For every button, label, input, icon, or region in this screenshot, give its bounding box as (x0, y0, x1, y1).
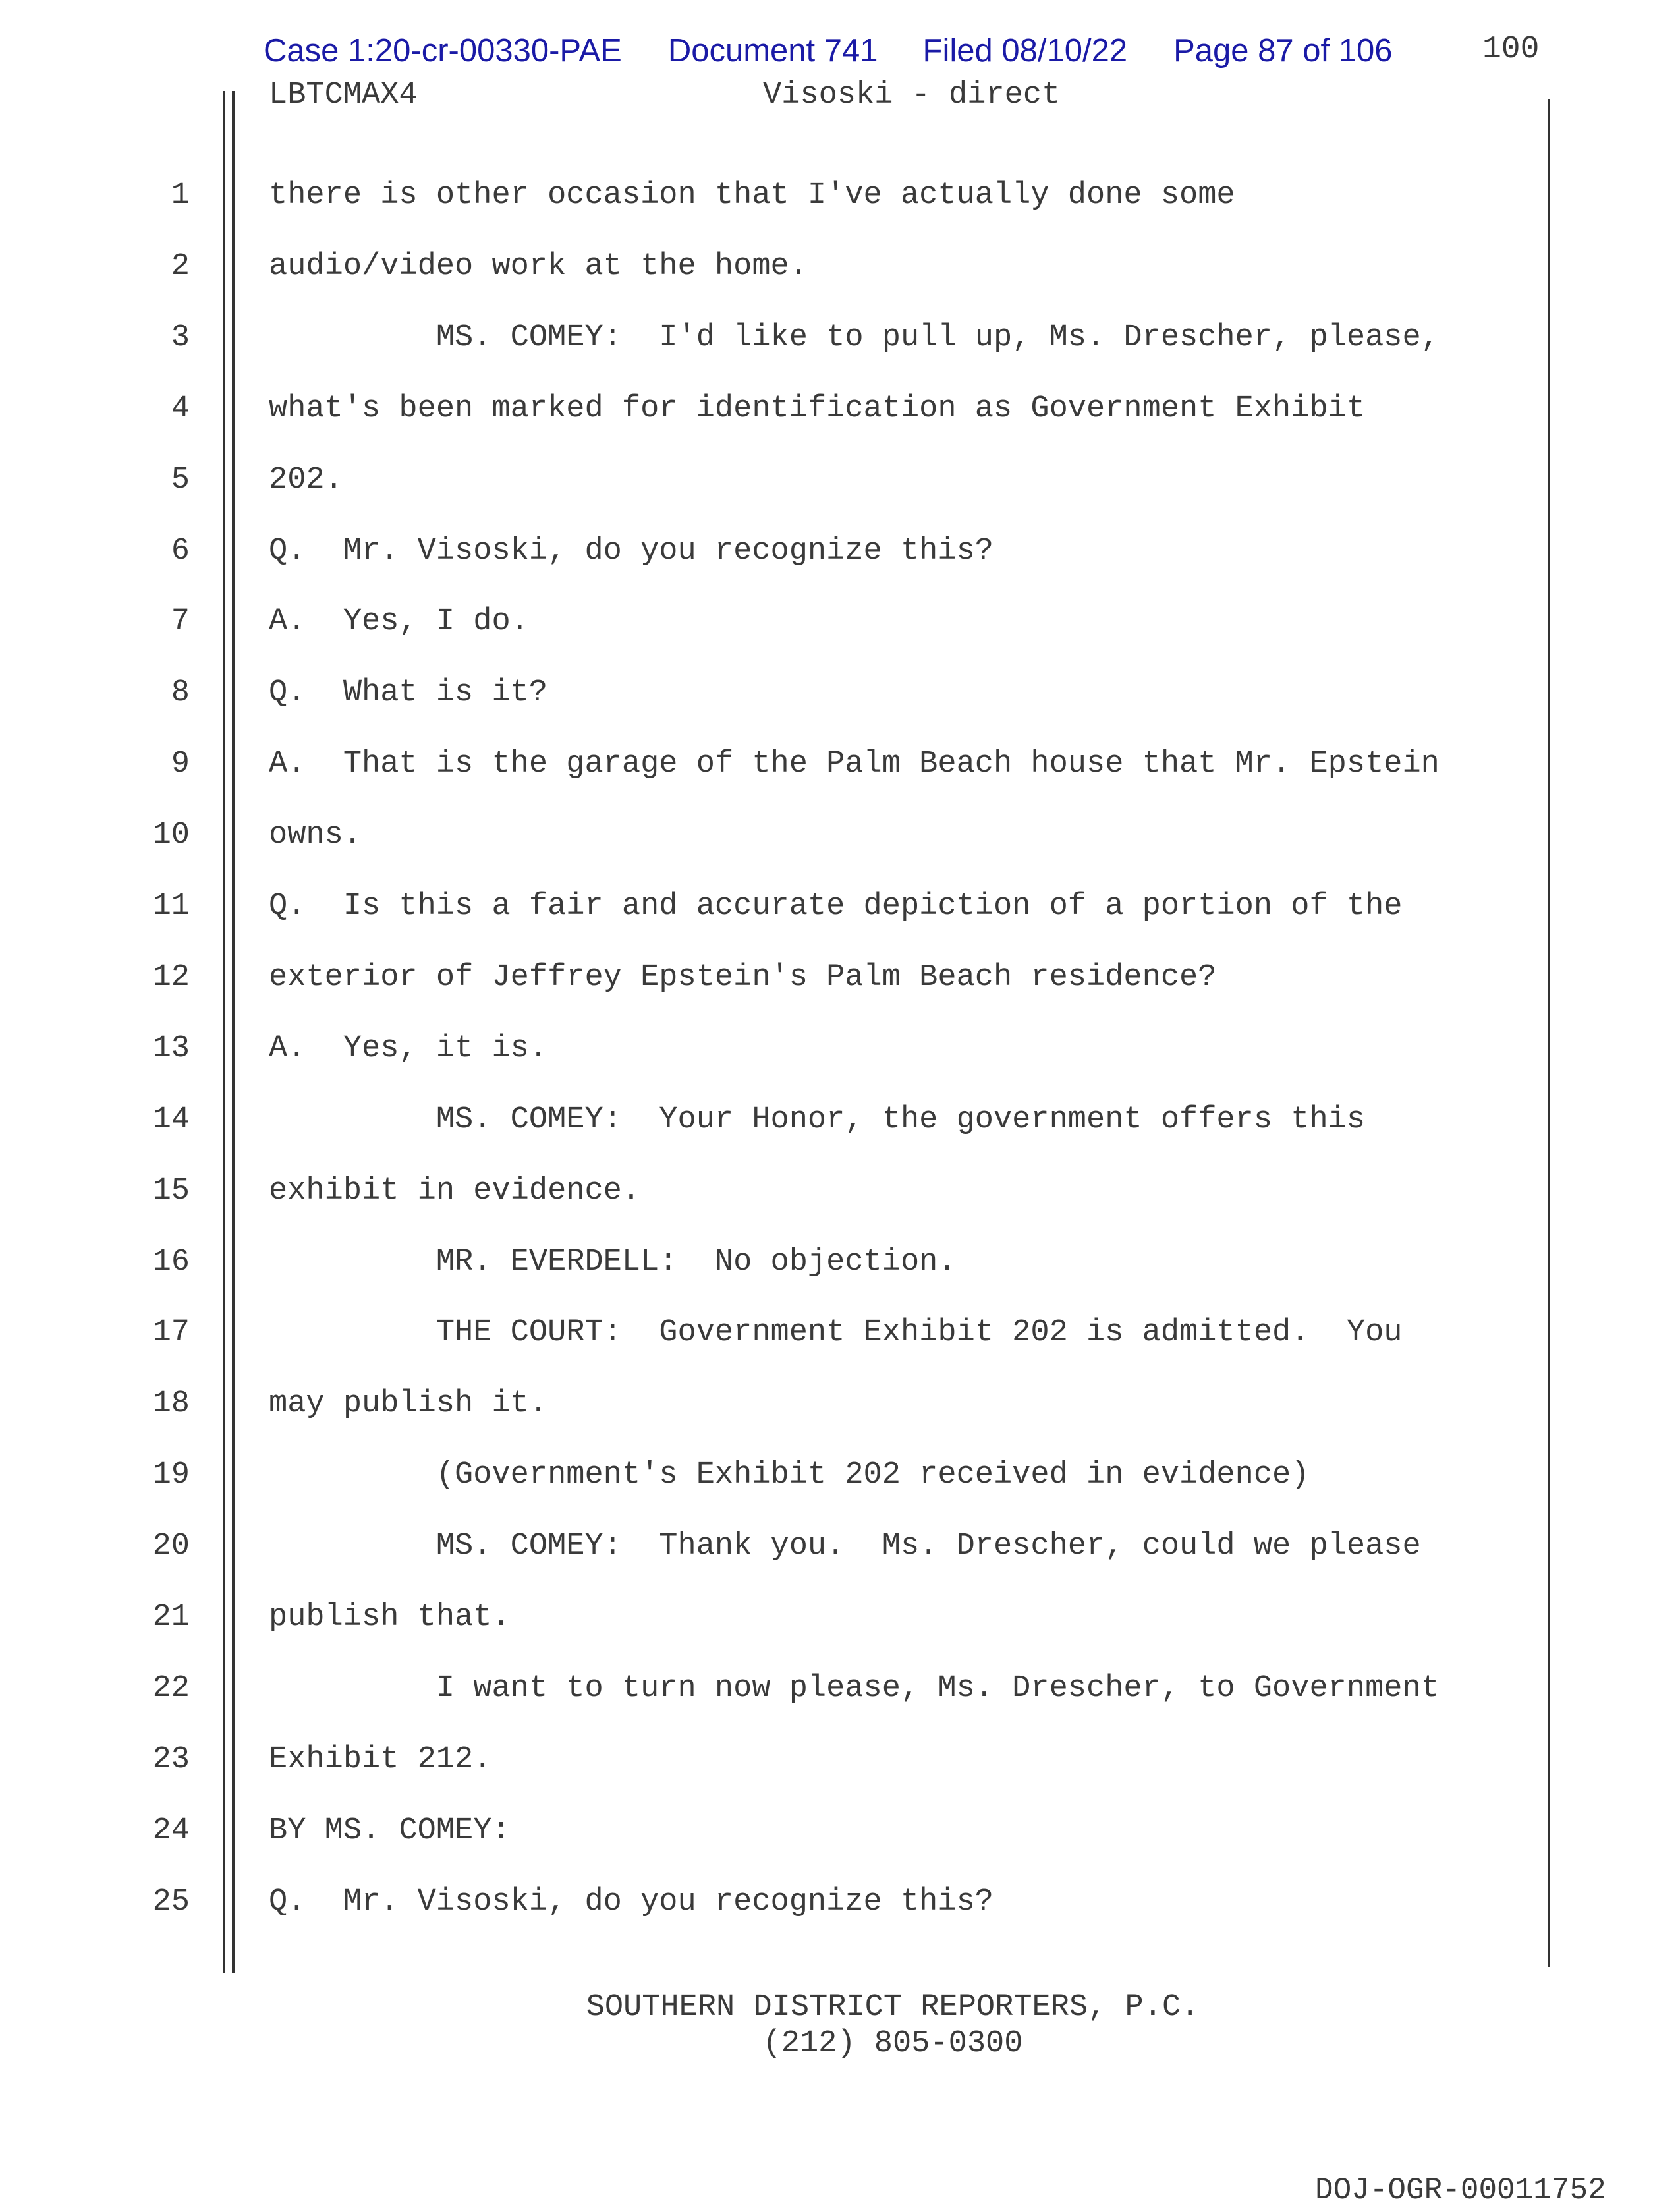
transcript-line (0, 1026, 1680, 1072)
line-number: 8 (171, 675, 190, 711)
line-number: 19 (152, 1458, 190, 1493)
line-number: 17 (152, 1315, 190, 1351)
bates-number: DOJ-OGR-00011752 (1315, 2173, 1606, 2207)
line-text: owns. (269, 818, 362, 853)
line-number: 11 (152, 889, 190, 924)
line-text: Q. What is it? (269, 675, 548, 711)
transcript-line (0, 315, 1680, 361)
reporter-name: SOUTHERN DISTRICT REPORTERS, P.C. (586, 1990, 1200, 2025)
line-text: what's been marked for identification as Government Exhibit (269, 391, 1366, 426)
transcript-line (0, 1523, 1680, 1570)
transcript-line (0, 457, 1680, 503)
line-text: THE COURT: Government Exhibit 202 is admitted. You (269, 1315, 1403, 1351)
line-text: Q. Mr. Visoski, do you recognize this? (269, 533, 994, 569)
ecf-case-number: Case 1:20-cr-00330-PAE (264, 33, 622, 69)
line-number: 20 (152, 1529, 190, 1564)
line-text: BY MS. COMEY: (269, 1813, 511, 1848)
ecf-page-count: Page 87 of 106 (1173, 33, 1393, 69)
line-number: 22 (152, 1670, 190, 1706)
running-head-code: LBTCMAX4 (269, 78, 418, 113)
line-text: Exhibit 212. (269, 1742, 492, 1777)
line-number: 4 (171, 391, 190, 426)
line-number: 6 (171, 533, 190, 569)
line-text: MS. COMEY: I'd like to pull up, Ms. Drescher, please, (269, 320, 1440, 355)
line-text: audio/video work at the home. (269, 248, 808, 284)
line-number: 2 (171, 248, 190, 284)
line-text: I want to turn now please, Ms. Drescher, to Government (269, 1670, 1440, 1706)
transcript-page-number: 100 (1482, 32, 1540, 67)
ecf-filed-date: Filed 08/10/22 (922, 33, 1128, 69)
line-number: 25 (152, 1884, 190, 1919)
ecf-filing-header (264, 28, 1392, 74)
line-text: MS. COMEY: Your Honor, the government offers this (269, 1102, 1366, 1137)
transcript-line (0, 1239, 1680, 1286)
transcript-line (0, 741, 1680, 787)
transcript-line (0, 528, 1680, 575)
line-text: publish that. (269, 1600, 511, 1635)
line-number: 7 (171, 604, 190, 640)
line-number: 13 (152, 1031, 190, 1066)
line-number: 14 (152, 1102, 190, 1137)
line-number: 3 (171, 320, 190, 355)
transcript-line (0, 244, 1680, 290)
line-text: A. Yes, I do. (269, 604, 529, 640)
line-text: Q. Mr. Visoski, do you recognize this? (269, 1884, 994, 1919)
transcript-line (0, 955, 1680, 1001)
line-number: 16 (152, 1244, 190, 1280)
transcript-line (0, 812, 1680, 859)
transcript-line (0, 1879, 1680, 1925)
line-number: 23 (152, 1742, 190, 1777)
line-text: (Government's Exhibit 202 received in evidence) (269, 1458, 1310, 1493)
line-number: 9 (171, 747, 190, 782)
line-number: 10 (152, 818, 190, 853)
reporter-phone: (212) 805-0300 (762, 2026, 1023, 2061)
line-text: A. That is the garage of the Palm Beach house that Mr. Epstein (269, 747, 1440, 782)
line-text: 202. (269, 462, 343, 497)
transcript-line (0, 1737, 1680, 1783)
line-text: A. Yes, it is. (269, 1031, 548, 1066)
transcript-line (0, 1168, 1680, 1214)
transcript-line (0, 1381, 1680, 1427)
line-text: exterior of Jeffrey Epstein's Palm Beach residence? (269, 959, 1217, 995)
line-number: 18 (152, 1386, 190, 1422)
running-head-witness: Visoski - direct (763, 78, 1061, 113)
line-text: exhibit in evidence. (269, 1173, 641, 1208)
line-number: 24 (152, 1813, 190, 1848)
transcript-line (0, 670, 1680, 716)
transcript-line (0, 599, 1680, 645)
line-number: 5 (171, 462, 190, 497)
transcript-line (0, 1808, 1680, 1854)
transcript-line (0, 1097, 1680, 1143)
ecf-document-number: Document 741 (667, 33, 878, 69)
line-text: there is other occasion that I've actually done some (269, 178, 1235, 213)
line-text: Q. Is this a fair and accurate depiction of a portion of the (269, 889, 1403, 924)
line-number: 21 (152, 1600, 190, 1635)
line-text: may publish it. (269, 1386, 548, 1422)
line-number: 1 (171, 178, 190, 213)
line-number: 12 (152, 959, 190, 995)
transcript-line (0, 1310, 1680, 1356)
transcript-line (0, 1595, 1680, 1641)
line-text: MR. EVERDELL: No objection. (269, 1244, 957, 1280)
transcript-line (0, 173, 1680, 219)
line-number: 15 (152, 1173, 190, 1208)
transcript-line (0, 884, 1680, 930)
transcript-line (0, 1666, 1680, 1712)
transcript-line (0, 1452, 1680, 1498)
transcript-line (0, 386, 1680, 432)
line-text: MS. COMEY: Thank you. Ms. Drescher, could we please (269, 1529, 1421, 1564)
